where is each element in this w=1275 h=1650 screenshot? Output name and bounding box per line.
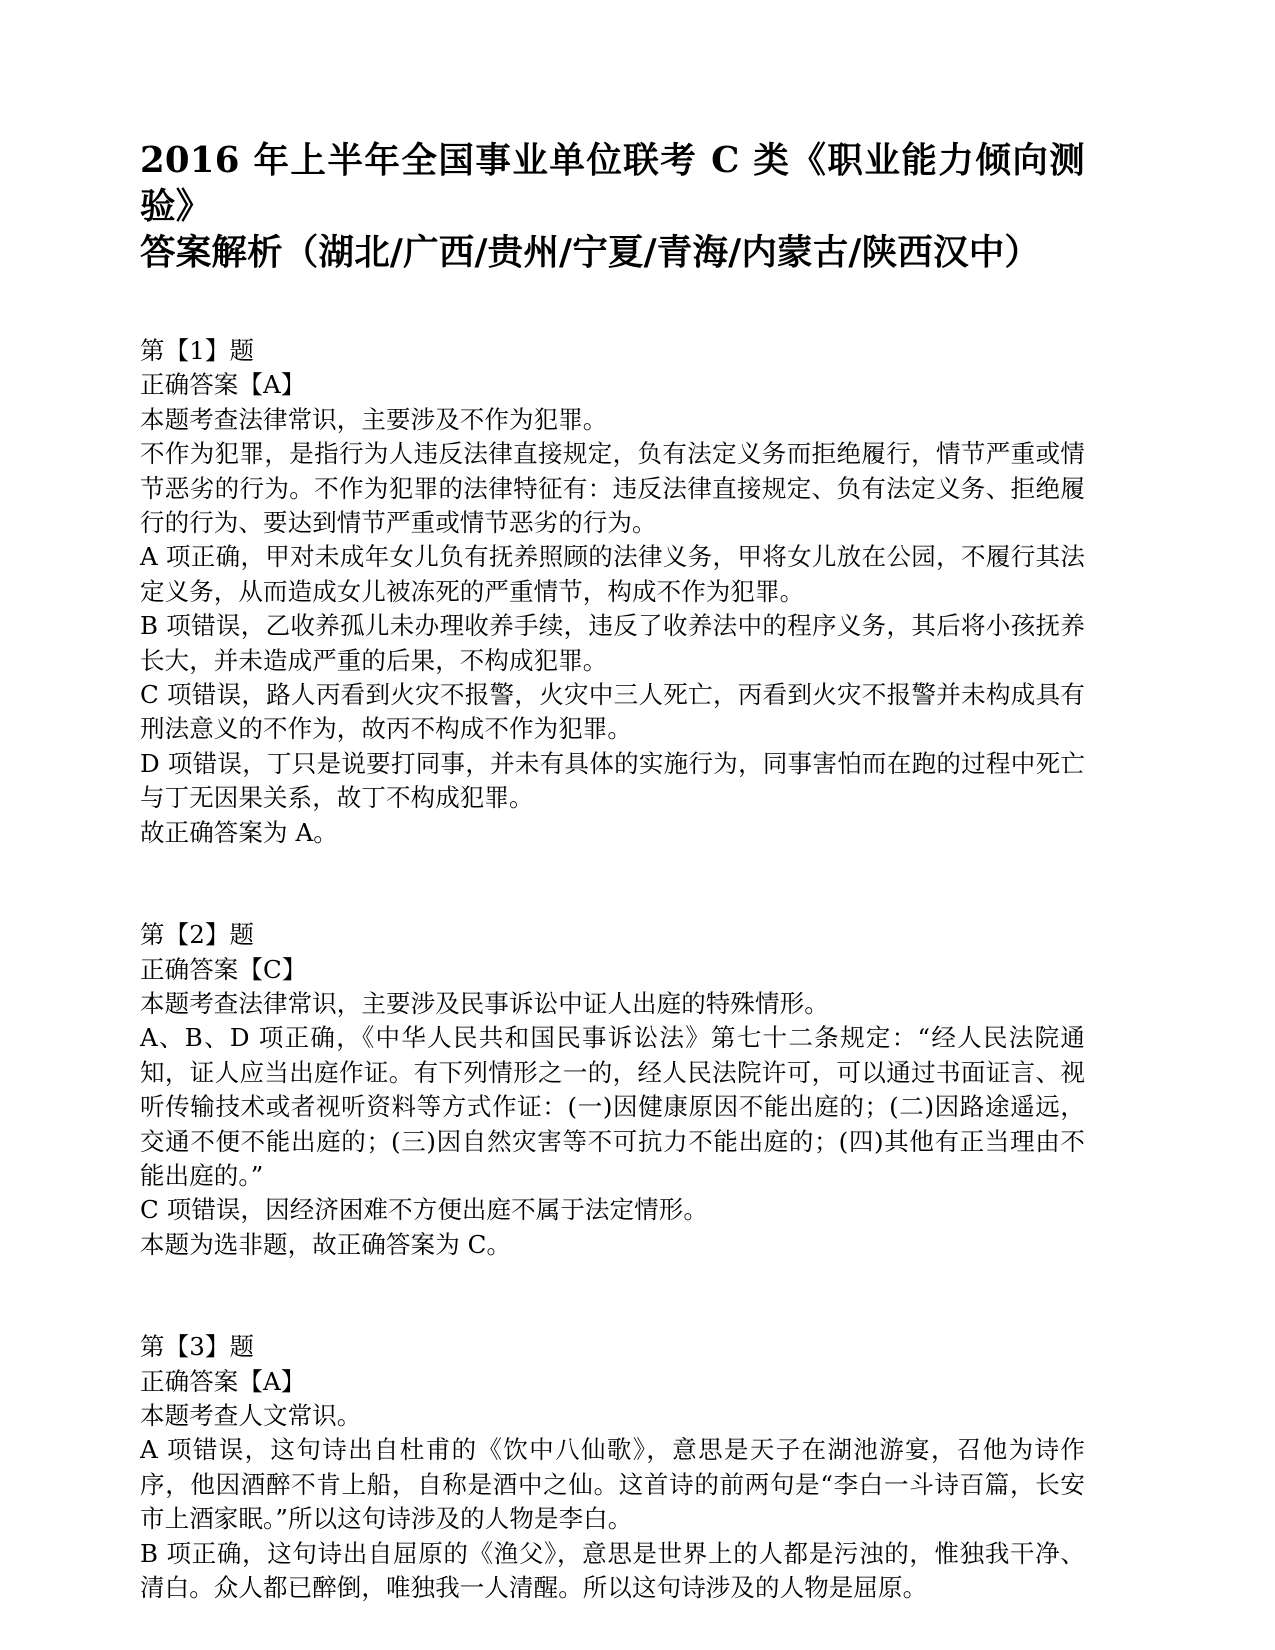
- explanation-line: 本题考查人文常识。: [140, 1400, 362, 1430]
- explanation-option-a: A 项错误，这句诗出自杜甫的《饮中八仙歌》，意思是天子在湖池游宴，召他为诗作序，他因酒醉不肯上船，自称是酒中之仙。这首诗的前两句是“李白一斗诗百篇，长安市上酒家眠。”所以这句诗涉及的人物是李白。: [140, 1435, 1085, 1534]
- question-number-2: 第【2】题: [140, 920, 255, 950]
- explanation-option-b: B 项错误，乙收养孤儿未办理收养手续，违反了收养法中的程序义务，其后将小孩抚养长大，并未造成严重的后果，不构成犯罪。: [140, 611, 1085, 675]
- question-block-2: [140, 918, 1085, 1262]
- question-spacer: [140, 850, 1085, 918]
- answer-explanations: [140, 334, 1085, 1605]
- explanation-option-b: B 项正确，这句诗出自屈原的《渔父》，意思是世界上的人都是污浊的，惟独我干净、清白。众人都已醉倒，唯独我一人清醒。所以这句诗涉及的人物是屈原。: [140, 1538, 1085, 1602]
- explanation-option-c: C 项错误，路人丙看到火灾不报警，火灾中三人死亡，丙看到火灾不报警并未构成具有刑法意义的不作为，故丙不构成不作为犯罪。: [140, 680, 1085, 744]
- explanation-option-d: D 项错误，丁只是说要打同事，并未有具体的实施行为，同事害怕而在跑的过程中死亡与丁无因果关系，故丁不构成犯罪。: [140, 748, 1085, 813]
- explanation-option-a: A 项正确，甲对未成年女儿负有抚养照顾的法律义务，甲将女儿放在公园，不履行其法定义务，从而造成女儿被冻死的严重情节，构成不作为犯罪。: [140, 542, 1085, 606]
- question-number-1: 第【1】题: [140, 336, 255, 365]
- page-title-line-2: 答案解析（湖北/广西/贵州/宁夏/青海/内蒙古/陕西汉中）: [140, 232, 1041, 273]
- explanation-conclusion: 本题为选非题，故正确答案为 C。: [140, 1229, 512, 1259]
- question-number-3: 第【3】题: [140, 1332, 255, 1362]
- page-title-line-1: 2016 年上半年全国事业单位联考 C 类《职业能力倾向测验》: [140, 140, 1085, 227]
- correct-answer-2: 正确答案【C】: [140, 954, 307, 984]
- correct-answer-3: 正确答案【A】: [140, 1366, 306, 1396]
- explanation-conclusion: 故正确答案为 A。: [140, 817, 338, 847]
- document-content: [140, 138, 1085, 1605]
- page-title: [140, 138, 1085, 276]
- explanation-option-c: C 项错误，因经济困难不方便出庭不属于法定情形。: [140, 1195, 708, 1225]
- explanation-line: 本题考查法律常识，主要涉及不作为犯罪。: [140, 404, 608, 434]
- title-body-spacer: [140, 276, 1085, 334]
- explanation-options-abd: A、B、D 项正确，《中华人民共和国民事诉讼法》第七十二条规定：“经人民法院通知，证人应当出庭作证。有下列情形之一的，经人民法院许可，可以通过书面证言、视听传输技术或者视听资料等方式作证：(一)因健康原因不能出庭的；(二)因路途遥远，交通不便不能出庭的；(三)因自然灾害等不可抗力不能出庭的；(四)其他有正当理由不能出庭的。”: [140, 1023, 1085, 1190]
- explanation-line: 不作为犯罪，是指行为人违反法律直接规定，负有法定义务而拒绝履行，情节严重或情节恶劣的行为。不作为犯罪的法律特征有：违反法律直接规定、负有法定义务、拒绝履行的行为、要达到情节严重或情节恶劣的行为。: [140, 439, 1085, 538]
- question-spacer: [140, 1262, 1085, 1330]
- question-block-3: [140, 1330, 1085, 1605]
- explanation-line: 本题考查法律常识，主要涉及民事诉讼中证人出庭的特殊情形。: [140, 988, 829, 1018]
- correct-answer-1: 正确答案【A】: [140, 370, 306, 400]
- question-block-1: [140, 334, 1085, 850]
